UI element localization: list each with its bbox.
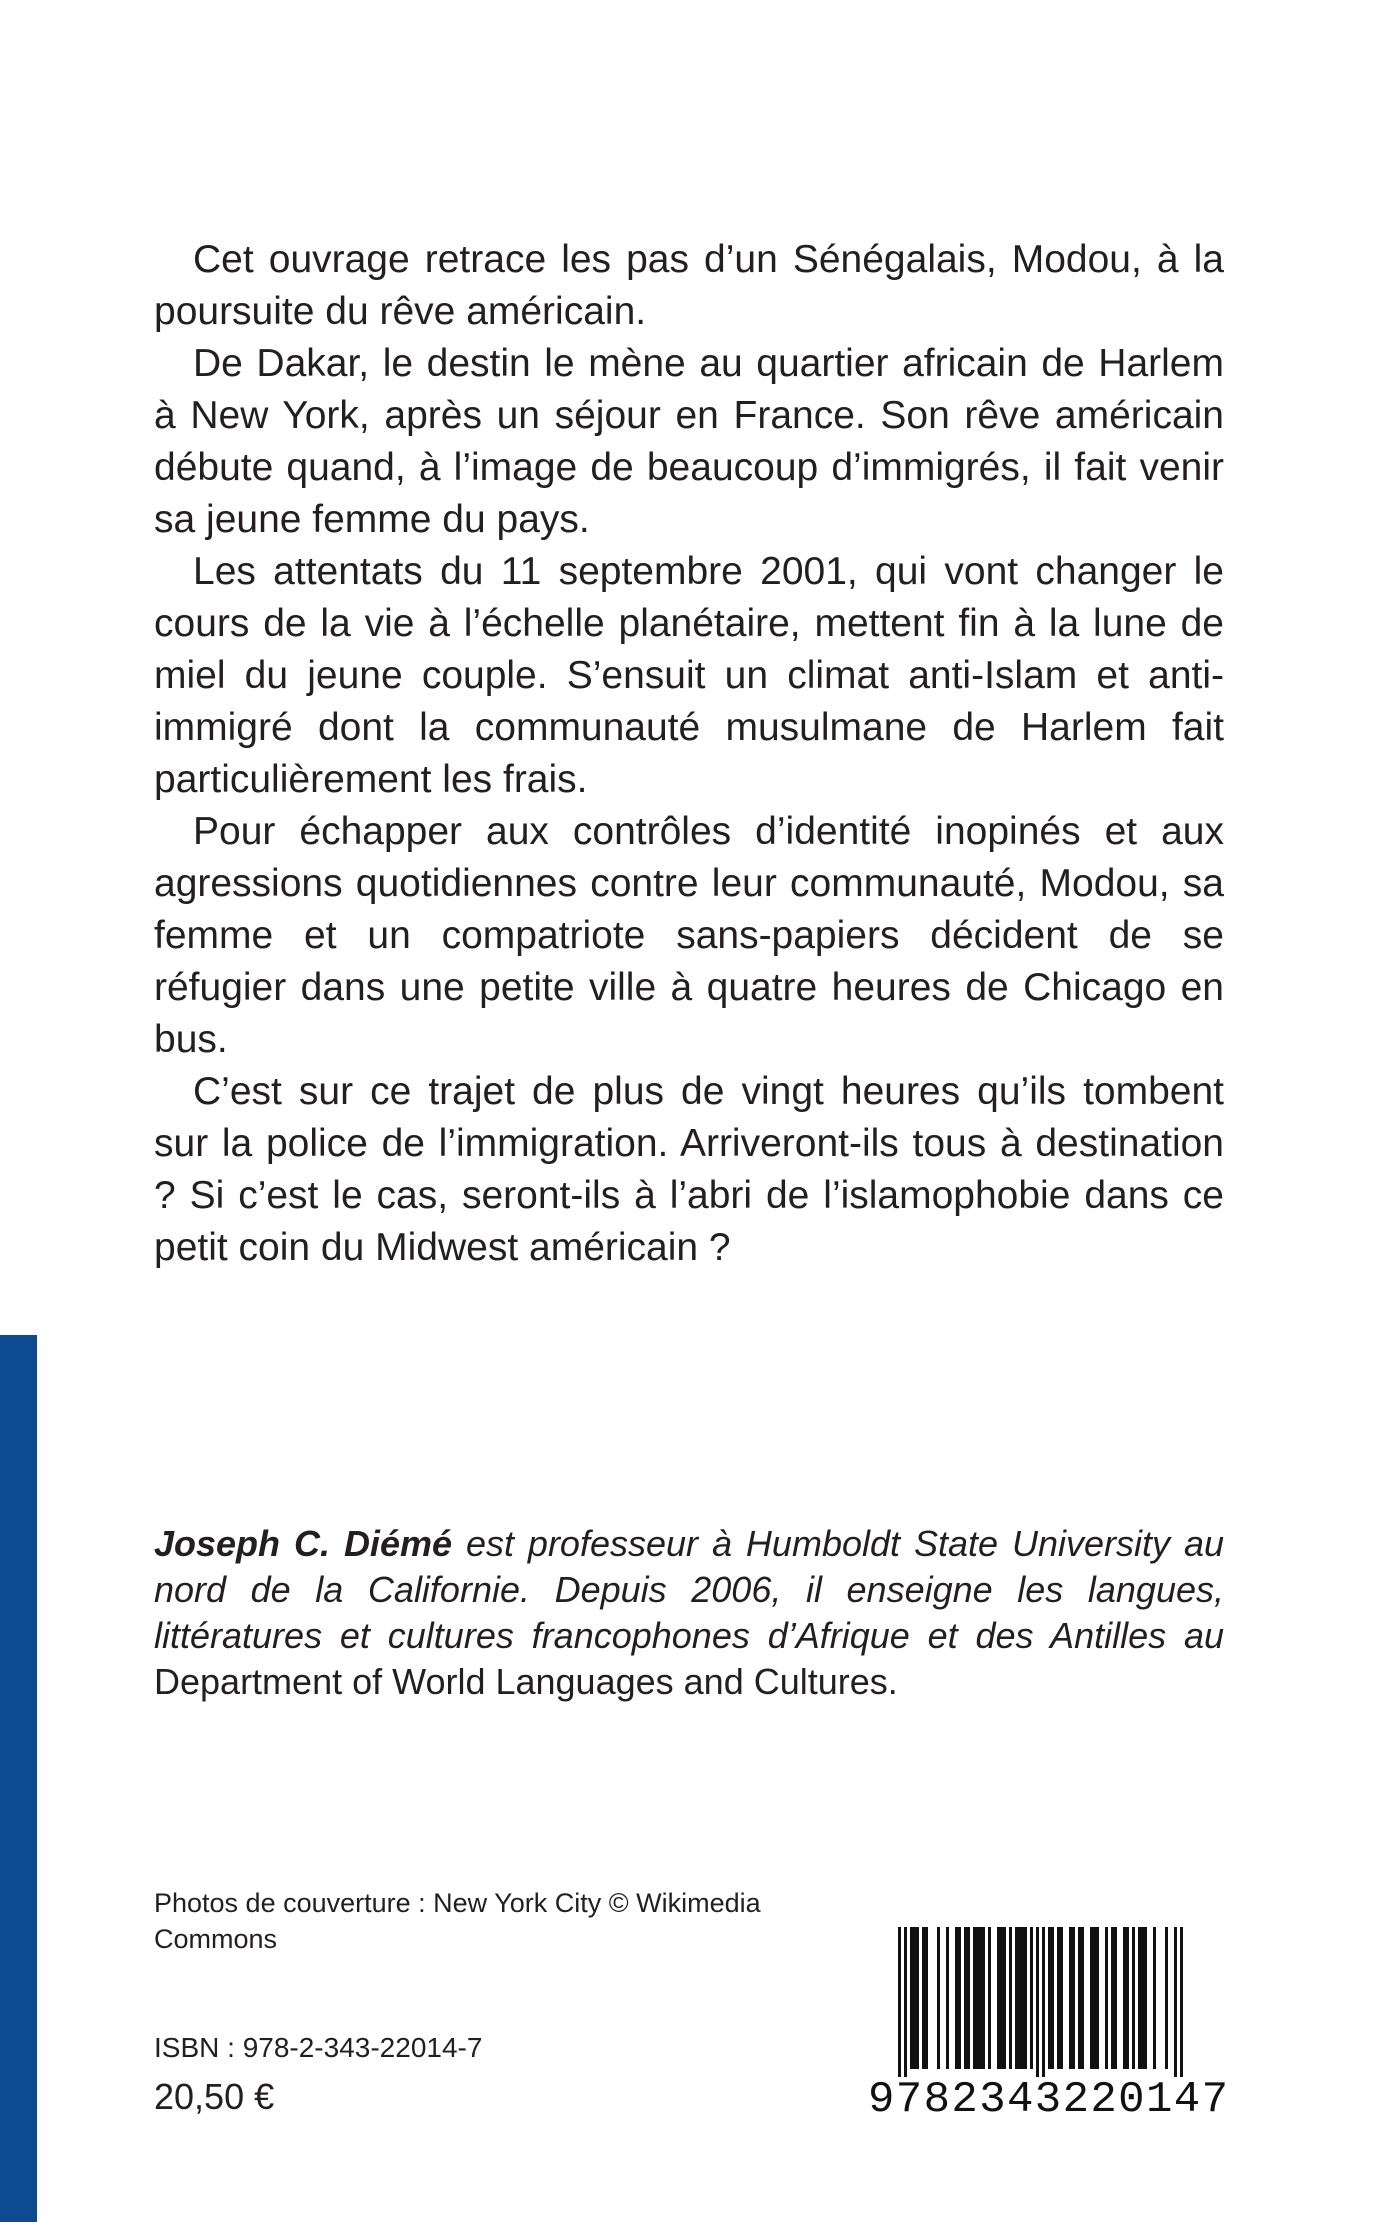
barcode-bar — [1111, 1927, 1114, 2069]
barcode-bar — [1030, 1927, 1033, 2069]
barcode-bar — [1069, 1927, 1072, 2069]
barcode-bar — [997, 1927, 1000, 2069]
barcode-bar — [1132, 1927, 1135, 2069]
barcode-bar — [904, 1927, 907, 2077]
barcode-digit: 3 — [1034, 2075, 1062, 2125]
barcode-bar — [1048, 1927, 1051, 2069]
barcode-bar — [1096, 1927, 1099, 2069]
barcode-bar — [1165, 1927, 1168, 2069]
barcode-bar — [967, 1927, 970, 2069]
barcode-bar — [1060, 1927, 1063, 2069]
synopsis-paragraph: Cet ouvrage retrace les pas d’un Sénégalais, Modou, à la poursuite du rêve américain. — [154, 238, 1224, 333]
barcode-bar — [937, 1927, 940, 2069]
barcode-bar — [955, 1927, 958, 2069]
barcode-digit: 7 — [895, 2075, 923, 2125]
bio-end: . — [887, 1661, 898, 1702]
photo-credit: Photos de couverture : New York City © Wikimedia Commons — [154, 1888, 761, 1954]
barcode-bars — [868, 1927, 1228, 2077]
barcode-bar — [1036, 1927, 1039, 2077]
barcode-bar — [958, 1927, 961, 2069]
barcode-bar — [1000, 1927, 1003, 2069]
synopsis-paragraph: Les attentats du 11 septembre 2001, qui vont changer le cours de la vie à l’échelle planétaire, mettent fin à la lune de miel du jeune couple. S’ensuit un climat anti-Islam et anti-immigré dont la communauté musulmane de Harlem fait particulièrement les frais. — [154, 550, 1224, 801]
barcode-bar — [1042, 1927, 1045, 2077]
barcode-bar — [1174, 1927, 1177, 2077]
barcode-digit: 9 — [868, 2075, 895, 2125]
barcode-digit: 8 — [923, 2075, 950, 2125]
barcode-bar — [1144, 1927, 1147, 2069]
barcode-bar — [1072, 1927, 1075, 2069]
barcode-bar — [1015, 1927, 1018, 2069]
synopsis-paragraph: C’est sur ce trajet de plus de vingt heures qu’ils tombent sur la police de l’immigration. Arriveront-ils tous à destination ? Si c’est le cas, seront-ils à l’abri de l’islamophobie dans ce petit coin du Midwest américain ? — [154, 1070, 1224, 1269]
barcode-bar — [982, 1927, 985, 2069]
barcode-bar — [1138, 1927, 1141, 2069]
barcode-bar — [1021, 1927, 1024, 2069]
barcode-bar — [1093, 1927, 1096, 2069]
barcode-bar — [1003, 1927, 1006, 2069]
barcode-bar — [1141, 1927, 1144, 2069]
synopsis-paragraph: De Dakar, le destin le mène au quartier africain de Harlem à New York, après un séjour en France. Son rêve américain débute quand, à l’image de beaucoup d’immigrés, il fait venir sa jeune femme du pays. — [154, 342, 1224, 541]
barcode-digit: 4 — [1006, 2075, 1034, 2125]
barcode-bar — [979, 1927, 982, 2069]
bio-text: est professeur à Humboldt State University au nord de la Californie. Depuis 2006, il enseigne les langues, littératures et cultures francophones d’Afrique et des Antilles au — [154, 1523, 1224, 1656]
barcode-bar — [898, 1927, 901, 2077]
barcode-bar — [913, 1927, 916, 2069]
barcode-bar — [1024, 1927, 1027, 2069]
barcode-bar — [922, 1927, 925, 2069]
barcode-digit: 2 — [1090, 2075, 1117, 2125]
author-name: Joseph C. Diémé — [154, 1523, 452, 1564]
barcode-bar — [1090, 1927, 1093, 2069]
author-bio — [154, 1521, 1224, 1705]
isbn: ISBN : 978-2-343-22014-7 — [154, 2032, 483, 2063]
synopsis — [154, 234, 1224, 1274]
barcode-digit: 2 — [1062, 2075, 1089, 2125]
barcode — [868, 1927, 1228, 2127]
barcode-bar — [988, 1927, 991, 2069]
barcode-bar — [964, 1927, 967, 2069]
barcode-digit: 4 — [1173, 2075, 1201, 2125]
barcode-bar — [973, 1927, 976, 2069]
barcode-bar — [1018, 1927, 1021, 2069]
barcode-digits — [868, 2075, 1228, 2125]
barcode-bar — [1180, 1927, 1183, 2077]
barcode-bar — [976, 1927, 979, 2069]
barcode-bar — [946, 1927, 949, 2069]
barcode-bar — [1078, 1927, 1081, 2069]
barcode-bar — [1051, 1927, 1054, 2069]
barcode-bar — [1153, 1927, 1156, 2069]
department-name: Department of World Languages and Cultures — [154, 1661, 888, 1702]
barcode-bar — [925, 1927, 928, 2069]
barcode-digit: 7 — [1201, 2075, 1228, 2125]
synopsis-paragraph: Pour échapper aux contrôles d’identité inopinés et aux agressions quotidiennes contre leur communauté, Modou, sa femme et un compatriote sans-papiers décident de se réfugier dans une petite ville à quatre heures de Chicago en bus. — [154, 810, 1224, 1061]
barcode-digit: 3 — [979, 2075, 1006, 2125]
barcode-bar — [1114, 1927, 1117, 2069]
barcode-bar — [1057, 1927, 1060, 2069]
barcode-digit: 1 — [1145, 2075, 1173, 2125]
blue-side-band — [0, 1335, 37, 2222]
barcode-digit: 2 — [951, 2075, 978, 2125]
barcode-bar — [916, 1927, 919, 2069]
barcode-digit: 0 — [1118, 2075, 1145, 2125]
barcode-bar — [1126, 1927, 1129, 2069]
barcode-bar — [1105, 1927, 1108, 2069]
barcode-bar — [1009, 1927, 1012, 2069]
price: 20,50 € — [154, 2076, 275, 2117]
barcode-bar — [1081, 1927, 1084, 2069]
barcode-bar — [1123, 1927, 1126, 2069]
barcode-bar — [910, 1927, 913, 2069]
